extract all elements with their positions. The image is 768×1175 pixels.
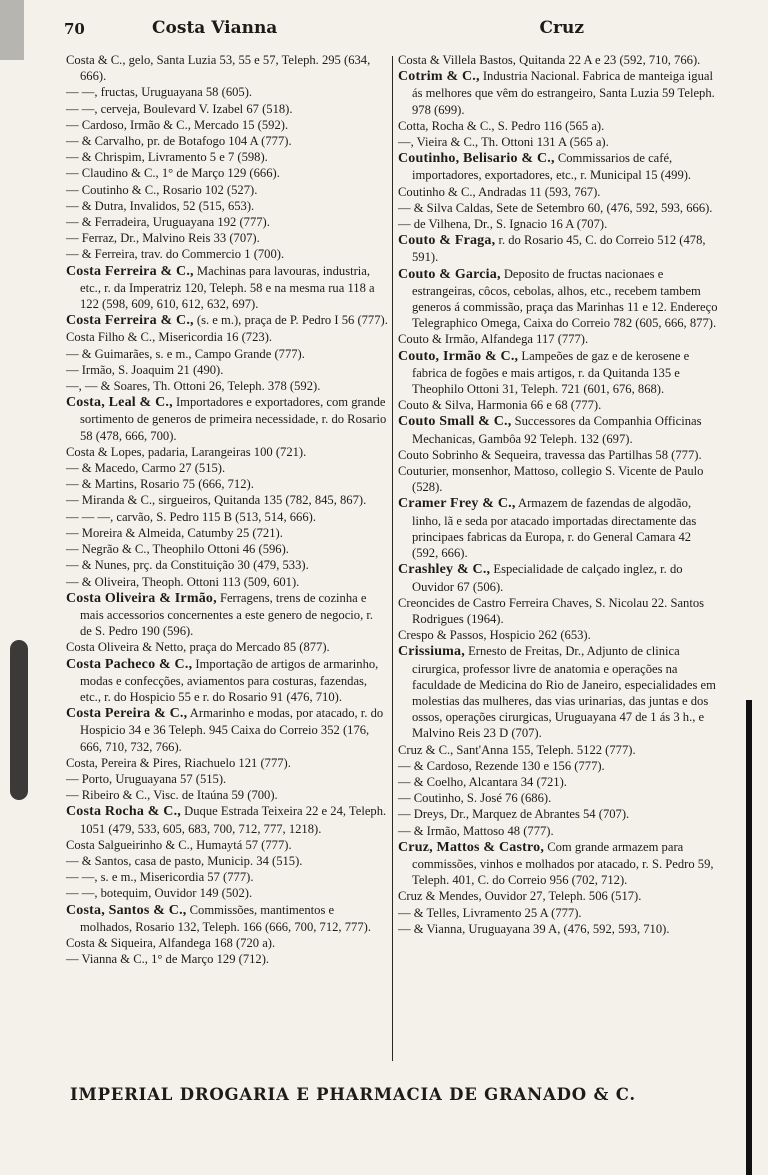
directory-entry: — Cardoso, Irmão & C., Mercado 15 (592). <box>66 117 289 132</box>
directory-entry: Costa, Leal & C., Importadores e exportadores, com grande sortimento de generos de primeira necessidade, r. do Rosario 58 (478, 666, 700). <box>66 395 387 443</box>
directory-entry: — — —, carvão, S. Pedro 115 B (513, 514, 666). <box>66 509 316 524</box>
directory-entry: Costa & Siqueira, Alfandega 168 (720 a). <box>66 935 276 950</box>
right-column <box>398 52 720 937</box>
directory-entry: Couto, Irmão & C., Lampeões de gaz e de kerosene e fabrica de fogões e mais artigos, r. da Quitanda 135 e Theophilo Ottoni 31, Teleph. 721 (601, 676, 868). <box>398 348 690 397</box>
directory-entry: — & Silva Caldas, Sete de Setembro 60, (476, 592, 593, 666). <box>398 200 713 215</box>
entry-firm-name: Cruz, Mattos & Castro, <box>398 839 545 855</box>
entry-firm-name: Costa Pacheco & C., <box>66 656 193 672</box>
directory-entry: — & Oliveira, Theoph. Ottoni 113 (509, 601). <box>66 574 300 589</box>
entry-firm-name: Costa Oliveira & Irmão, <box>66 590 217 606</box>
directory-entry: Cruz & C., Sant'Anna 155, Teleph. 5122 (777). <box>398 742 636 757</box>
directory-entry: — Vianna & C., 1° de Março 129 (712). <box>66 952 270 967</box>
directory-entry: Crashley & C., Especialidade de calçado inglez, r. do Ouvidor 67 (506). <box>398 562 683 594</box>
directory-entry: Costa & Villela Bastos, Quitanda 22 A e 23 (592, 710, 766). <box>398 53 701 67</box>
left-column <box>66 52 388 967</box>
directory-entry: Costa Ferreira & C., (s. e m.), praça de P. Pedro I 56 (777). <box>66 313 388 329</box>
entry-firm-name: Costa Rocha & C., <box>66 804 182 820</box>
directory-entry: Costa & Lopes, padaria, Larangeiras 100 (721). <box>66 444 307 459</box>
directory-entry: — & Carvalho, pr. de Botafogo 104 A (777). <box>66 134 292 149</box>
entry-firm-name: Costa Ferreira & C., <box>66 263 194 279</box>
directory-entry: — & Vianna, Uruguayana 39 A, (476, 592, 593, 710). <box>398 921 670 936</box>
ink-blot <box>10 640 28 800</box>
header-left-title: Costa Vianna <box>152 18 278 38</box>
directory-entry: — & Nunes, prç. da Constituição 30 (479, 533). <box>66 558 309 573</box>
directory-entry: Costa Pacheco & C., Importação de artigos de armarinho, modas e confecções, aviamentos para costuras, fazendas, etc., r. do Hospicio 55 e r. do Rosario 91 (476, 710). <box>66 656 379 704</box>
directory-entry: Costa Oliveira & Irmão, Ferragens, trens de cozinha e mais accessorios concernentes a este genero de negocio, r. de S. Pedro 190 (596). <box>66 590 374 639</box>
header-right-title: Cruz <box>539 18 584 38</box>
directory-entry: — Ribeiro & C., Visc. de Itaúna 59 (700). <box>66 788 278 803</box>
directory-entry: — Irmão, S. Joaquim 21 (490). <box>66 362 224 377</box>
directory-entry: — Claudino & C., 1° de Março 129 (666). <box>66 166 280 181</box>
directory-entry: —, Vieira & C., Th. Ottoni 131 A (565 a). <box>398 135 609 150</box>
directory-entry: Costa & C., gelo, Santa Luzia 53, 55 e 57, Teleph. 295 (634, 666). <box>66 53 371 84</box>
directory-entry: Cruz, Mattos & Castro, Com grande armazem para commissões, vinhos e molhados por atacado, r. S. Pedro 59, Teleph. 401, C. do Correio 956 (702, 712). <box>398 839 714 888</box>
directory-entry: Couto Sobrinho & Sequeira, travessa das Partilhas 58 (777). <box>398 447 702 462</box>
directory-entry: Costa Oliveira & Netto, praça do Mercado 85 (877). <box>66 640 330 655</box>
directory-entry: — Porto, Uruguayana 57 (515). <box>66 771 227 786</box>
directory-entry: Couto & Garcia, Deposito de fructas nacionaes e estrangeiras, côcos, cebolas, alhos, etc., recebem tambem generos á commissão, praça das Marinhas 11 e 12. Endereço Telegraphico Omega, Caixa do Correio 782 (605, 666, 877). <box>398 266 718 331</box>
directory-entry: — de Vilhena, Dr., S. Ignacio 16 A (707). <box>398 217 608 232</box>
directory-entry: — Dreys, Dr., Marquez de Abrantes 54 (707). <box>398 807 630 822</box>
directory-entry: — Moreira & Almeida, Catumby 25 (721). <box>66 525 283 540</box>
directory-entry: — & Coelho, Alcantara 34 (721). <box>398 774 567 789</box>
directory-entry: — & Ferreira, trav. do Commercio 1 (700). <box>66 247 285 262</box>
directory-entry: Couturier, monsenhor, Mattoso, collegio S. Vicente de Paulo (528). <box>398 464 704 495</box>
directory-entry: Couto & Irmão, Alfandega 117 (777). <box>398 332 589 347</box>
directory-entry: — & Martins, Rosario 75 (666, 712). <box>66 477 254 492</box>
entry-firm-name: Couto & Garcia, <box>398 266 501 282</box>
entry-firm-name: Crissiuma, <box>398 644 465 660</box>
directory-entry: Couto Small & C., Successores da Companhia Officinas Mechanicas, Gambôa 92 Teleph. 132 (697). <box>398 414 702 446</box>
directory-entry: — —, cerveja, Boulevard V. Izabel 67 (518). <box>66 101 293 116</box>
directory-entry: Costa Ferreira & C., Machinas para lavouras, industria, etc., r. da Imperatriz 120, Teleph. 58 e na mesma rua 118 a 122 (598, 609, 610, 612, 632, 697). <box>66 263 375 312</box>
page-header <box>64 18 734 44</box>
directory-entry: — & Ferradeira, Uruguayana 192 (777). <box>66 215 270 230</box>
directory-entry: Costa, Santos & C., Commissões, mantimentos e molhados, Rosario 132, Teleph. 166 (666, 700, 712, 777). <box>66 902 371 934</box>
directory-entry: Crespo & Passos, Hospicio 262 (653). <box>398 628 591 643</box>
entry-firm-name: Costa, Leal & C., <box>66 395 173 411</box>
directory-entry: Cotta, Rocha & C., S. Pedro 116 (565 a). <box>398 118 605 133</box>
directory-entry: Couto & Fraga, r. do Rosario 45, C. do Correio 512 (478, 591). <box>398 233 706 265</box>
column-divider <box>392 56 393 1061</box>
page-number: 70 <box>64 20 85 38</box>
directory-entry: Coutinho, Belisario & C., Commissarios de café, importadores, exportadores, etc., r. Municipal 15 (499). <box>398 151 692 183</box>
directory-entry: — Negrão & C., Theophilo Ottoni 46 (596). <box>66 542 289 557</box>
directory-entry: — & Cardoso, Rezende 130 e 156 (777). <box>398 758 605 773</box>
entry-firm-name: Cotrim & C., <box>398 69 480 85</box>
directory-entry: — Coutinho, S. José 76 (686). <box>398 791 552 806</box>
directory-entry: — Coutinho & C., Rosario 102 (527). <box>66 182 258 197</box>
directory-entry: — Miranda & C., sirgueiros, Quitanda 135 (782, 845, 867). <box>66 493 367 508</box>
directory-entry: Cotrim & C., Industria Nacional. Fabrica de manteiga igual ás melhores que vêm do estrangeiro, Santa Luzia 59 Teleph. 978 (699). <box>398 69 715 117</box>
entry-firm-name: Couto, Irmão & C., <box>398 348 519 364</box>
directory-entry: — & Macedo, Carmo 27 (515). <box>66 461 226 476</box>
entry-firm-name: Crashley & C., <box>398 562 491 578</box>
directory-entry: Costa Salgueirinho & C., Humaytá 57 (777). <box>66 837 292 852</box>
advertisement-footer: IMPERIAL DROGARIA E PHARMACIA DE GRANADO & C. <box>70 1085 636 1104</box>
directory-entry: — & Telles, Livramento 25 A (777). <box>398 905 582 920</box>
entry-firm-name: Coutinho, Belisario & C., <box>398 151 555 167</box>
directory-entry: Creoncides de Castro Ferreira Chaves, S. Nicolau 22. Santos Rodrigues (1964). <box>398 595 705 626</box>
directory-entry: Costa Rocha & C., Duque Estrada Teixeira 22 e 24, Teleph. 1051 (479, 533, 605, 683, 700, 712, 777, 1218). <box>66 804 387 836</box>
directory-entry: — & Santos, casa de pasto, Municip. 34 (515). <box>66 853 303 868</box>
directory-entry: Costa Pereira & C., Armarinho e modas, por atacado, r. do Hospicio 34 e 36 Teleph. 945 Caixa do Correio 352 (176, 666, 710, 732, 766). <box>66 706 384 754</box>
entry-firm-name: Cramer Frey & C., <box>398 496 516 512</box>
directory-entry: Coutinho & C., Andradas 11 (593, 767). <box>398 184 601 199</box>
directory-entry: — —, botequim, Ouvidor 149 (502). <box>66 886 253 901</box>
directory-entry: — —, s. e m., Misericordia 57 (777). <box>66 870 254 885</box>
entry-firm-name: Costa Ferreira & C., <box>66 313 194 329</box>
entry-firm-name: Couto Small & C., <box>398 414 512 430</box>
entry-firm-name: Costa Pereira & C., <box>66 706 188 722</box>
directory-entry: Cruz & Mendes, Ouvidor 27, Teleph. 506 (517). <box>398 889 642 904</box>
directory-entry: Couto & Silva, Harmonia 66 e 68 (777). <box>398 398 602 413</box>
directory-entry: — & Dutra, Invalidos, 52 (515, 653). <box>66 198 255 213</box>
directory-entry: Costa Filho & C., Misericordia 16 (723). <box>66 330 273 345</box>
directory-entry: — Ferraz, Dr., Malvino Reis 33 (707). <box>66 231 260 246</box>
page-edge-shadow <box>0 0 24 60</box>
directory-entry: Costa, Pereira & Pires, Riachuelo 121 (777). <box>66 755 291 770</box>
directory-entry: — & Chrispim, Livramento 5 e 7 (598). <box>66 150 268 165</box>
directory-entry: — —, fructas, Uruguayana 58 (605). <box>66 85 253 100</box>
entry-firm-name: Costa, Santos & C., <box>66 902 187 918</box>
directory-entry: Crissiuma, Ernesto de Freitas, Dr., Adjunto de clinica cirurgica, professor livre de anatomia e operações na faculdade de Medicina do Rio de Janeiro, especialidades em molestias das mulheres, das vias urinarias, das juntas e dos ossos, operações cirurgicas, Uruguayana 47 de 1 ás 3 h., e Malvino Reis 23 D (707). <box>398 644 716 741</box>
entry-firm-name: Couto & Fraga, <box>398 233 496 249</box>
directory-entry: Cramer Frey & C., Armazem de fazendas de algodão, linho, lã e seda por atacado importadas directamente das principaes fabricas da Europa, r. do General Camara 42 (592, 666). <box>398 496 697 561</box>
directory-entry: — & Guimarães, s. e m., Campo Grande (777). <box>66 346 305 361</box>
directory-entry: —, — & Soares, Th. Ottoni 26, Teleph. 378 (592). <box>66 379 321 394</box>
directory-entry: — & Irmão, Mattoso 48 (777). <box>398 823 554 838</box>
